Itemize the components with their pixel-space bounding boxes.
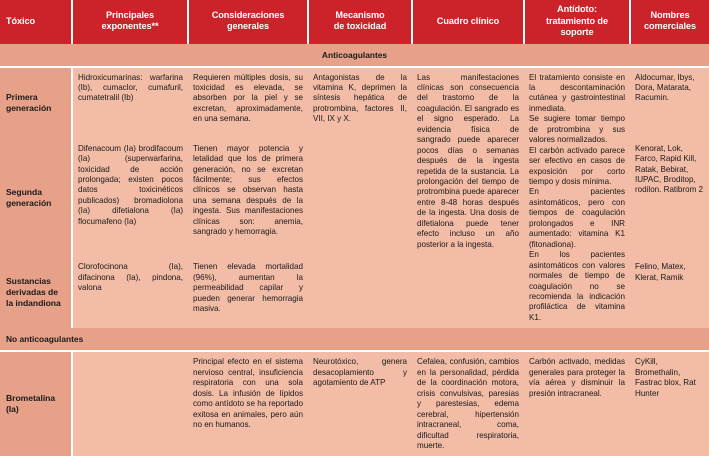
cell-primera-exponentes: Hidroxicumarinas: warfarina (Ib), cumaclor, cumafuril, cumatetralil (Ib)	[72, 67, 188, 139]
column-header-consideraciones	[188, 0, 308, 44]
column-header-cuadro-label: Cuadro clínico	[436, 15, 500, 26]
cell-anticoagulantes-cuadro-clinico: Las manifestaciones clínicas son consecuencia del trastorno de la coagulación. El sangrado es el signo esperado. La evidencia física de sangrado puede aparecer pocos días o semanas después de la ingesta repetida de la sustancia. La prolongación del tiempo de protrombina puede aparecer entre 8-48 horas después de la ingesta. Una dosis de difetialona puede tener efecto incluso un año posterior a la ingesta.	[412, 67, 524, 329]
column-header-nombres-line2: comerciales	[643, 21, 697, 32]
row-label-brometalina: Brometalina (Ia)	[0, 351, 72, 456]
column-header-mecanismo-line1: Mecanismo	[335, 9, 385, 20]
cell-segunda-mecanismo	[308, 139, 412, 258]
column-header-exponentes-line2: exponentes**	[101, 21, 159, 32]
cell-segunda-exponentes: Difenacoum (Ia) brodifacoum (Ia) (superwarfarina, toxicidad de acción prolongada; existen pocos datos toxicinéticos publicados) bromadiolona (Ia) difetialona (Ia) flocumafeno (Ia)	[72, 139, 188, 258]
header-row	[0, 0, 709, 44]
cell-anticoagulantes-antidoto: El tratamiento consiste en la descontaminación cutánea y gastrointestinal inmediata. Se sugiere tomar tiempo de protrombina y sus valores normalizados. El carbón activado parece ser efectivo en casos de exposición por corto tiempo y dosis mínima. En pacientes asintomáticos, pero con tiempos de coagulación prolongados e INR aumentado: vitamina K1 (fitonadiona). En los pacientes asintomáticos con valores normales de tiempo de coagulación no se recomienda la indicación profiláctica de vitamina K1.	[524, 67, 630, 329]
cell-indandiona-exponentes: Clorofocinona (Ia), difacinona (Ia), pindona, valona	[72, 257, 188, 328]
cell-indandiona-nombres: Felino, Matex, Klerat, Ramik	[630, 257, 709, 328]
column-header-mecanismo-line2: de toxicidad	[333, 21, 387, 32]
cell-indandiona-consideraciones: Tienen elevada mortalidad (96%), aumentan la permeabilidad capilar y pueden generar hemorragia masiva.	[188, 257, 308, 328]
column-header-toxico-label: Tóxico	[6, 15, 36, 26]
cell-brometalina-antidoto: Carbón activado, medidas generales para proteger la vía aérea y disminuir la presión intracraneal.	[524, 351, 630, 456]
column-header-antidoto-line1: Antídoto:	[557, 4, 597, 14]
column-header-nombres-line1: Nombres	[650, 9, 690, 20]
column-header-toxico	[0, 0, 72, 44]
table-body	[0, 44, 709, 457]
section-band-anticoagulantes: Anticoagulantes	[0, 44, 709, 67]
column-header-nombres	[630, 0, 709, 44]
cell-indandiona-mecanismo	[308, 257, 412, 328]
column-header-cuadro	[412, 0, 524, 44]
cell-brometalina-cuadro-clinico: Cefalea, confusión, cambios en la personalidad, pérdida de la coordinación motora, crisis convulsivas, paresias y parestesias, edema cerebral, hipertensión intracraneal, coma, dificultad respiratoria, muerte.	[412, 351, 524, 456]
column-header-antidoto	[524, 0, 630, 44]
cell-segunda-consideraciones: Tienen mayor potencia y letalidad que los de primera generación, no se excretan fácilmente; sus efectos clínicos se observan hasta una semana después de la ingesta. Sus manifestaciones clínicas son: anemia, sangrado y hemorragia.	[188, 139, 308, 258]
table-row	[0, 67, 709, 139]
column-header-exponentes	[72, 0, 188, 44]
cell-brometalina-consideraciones: Principal efecto en el sistema nervioso central, insuficiencia respiratoria con una sola dosis. La infusión de lípidos como antídoto se ha reportado exitosa en animales, pero aún no en humanos.	[188, 351, 308, 456]
row-label-segunda-generacion: Segunda generación	[0, 139, 72, 258]
section-row-no-anticoagulantes	[0, 328, 709, 351]
column-header-mecanismo	[308, 0, 412, 44]
table-header	[0, 0, 709, 44]
cell-primera-nombres: Aldocumar, Ibys, Dora, Matarata, Racumin.	[630, 67, 709, 139]
cell-primera-mecanismo: Antagonistas de la vitamina K, deprimen la síntesis hepática de protrombina, factores II, VII, IX y X.	[308, 67, 412, 139]
table-row	[0, 351, 709, 456]
column-header-consideraciones-line1: Consideraciones	[211, 9, 285, 20]
section-band-no-anticoagulantes: No anticoagulantes	[0, 328, 709, 351]
section-row-anticoagulantes	[0, 44, 709, 67]
cell-brometalina-mecanismo: Neurotóxico, genera desacoplamiento y agotamiento de ATP	[308, 351, 412, 456]
cell-brometalina-nombres: CyKill, Bromethalin, Fastrac blox, Rat Hunter	[630, 351, 709, 456]
column-header-exponentes-line1: Principales	[106, 9, 154, 20]
column-header-antidoto-line2: tratamiento de soporte	[546, 15, 608, 37]
cell-brometalina-exponentes	[72, 351, 188, 456]
cell-primera-consideraciones: Requieren múltiples dosis, su toxicidad es elevada, se absorben por la piel y se excretan, aproximadamente, en una semana.	[188, 67, 308, 139]
row-label-primera-generacion: Primera generación	[0, 67, 72, 139]
column-header-consideraciones-line2: generales	[226, 21, 269, 32]
row-label-indandiona: Sustancias derivadas de la indandiona	[0, 257, 72, 328]
cell-segunda-nombres: Kenorat, Lok, Farco, Rapid Kill, Ratak, Bebirat, IUPAC, Broditop, rodilon. Ratibrom 2	[630, 139, 709, 258]
